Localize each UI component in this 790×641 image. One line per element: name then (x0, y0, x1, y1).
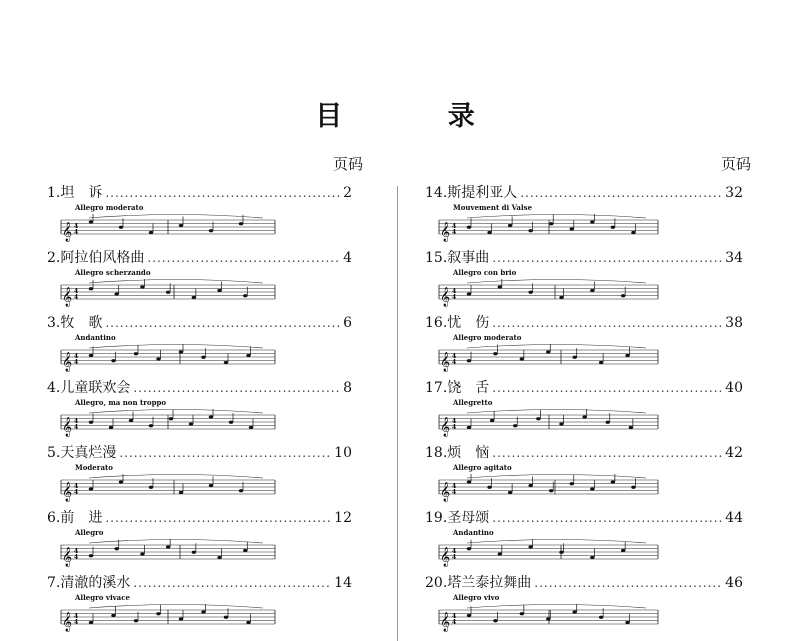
entry-title: 前 进 (60, 510, 103, 526)
svg-text:4: 4 (74, 554, 79, 561)
dot-leader (492, 508, 722, 528)
entry-number: 19. (425, 510, 448, 526)
svg-text:4: 4 (74, 613, 79, 620)
toc-entry-line (47, 508, 352, 528)
dot-leader (147, 248, 340, 268)
dot-leader (105, 183, 340, 203)
entry-page-number: 6 (343, 315, 352, 331)
entry-title: 圣母颂 (447, 510, 490, 526)
music-incipit (47, 474, 277, 502)
entry-number: 18. (425, 445, 448, 461)
toc-entry (425, 508, 743, 573)
tempo-marking: Allegretto (453, 398, 493, 407)
entry-title: 坦 诉 (60, 185, 103, 201)
svg-text:𝄞: 𝄞 (440, 547, 451, 567)
music-staff-image (425, 539, 660, 567)
svg-text:4: 4 (452, 554, 457, 561)
dot-leader (105, 508, 331, 528)
svg-text:4: 4 (452, 229, 457, 236)
svg-text:4: 4 (74, 294, 79, 301)
toc-entry (47, 573, 352, 638)
dot-leader (133, 573, 331, 593)
svg-text:𝄞: 𝄞 (440, 222, 451, 242)
svg-text:4: 4 (452, 424, 457, 431)
music-staff-image (47, 474, 277, 502)
toc-entry-line (425, 313, 743, 333)
dot-leader (492, 443, 722, 463)
music-incipit (47, 279, 277, 307)
toc-entry-line (425, 573, 743, 593)
svg-text:4: 4 (74, 619, 79, 626)
dot-leader (492, 313, 722, 333)
svg-text:4: 4 (452, 359, 457, 366)
music-incipit (425, 539, 660, 567)
entry-page-number: 40 (725, 380, 743, 396)
toc-entry (47, 508, 352, 573)
toc-entry (425, 183, 743, 248)
music-staff-image (425, 409, 660, 437)
music-incipit (425, 214, 660, 242)
svg-text:4: 4 (452, 353, 457, 360)
tempo-marking: Moderato (75, 463, 113, 472)
svg-text:4: 4 (452, 489, 457, 496)
music-staff-image (47, 539, 277, 567)
entry-number: 20. (425, 575, 448, 591)
toc-entry-line (425, 508, 743, 528)
music-staff-image (425, 474, 660, 502)
music-staff-image (47, 409, 277, 437)
svg-text:𝄞: 𝄞 (62, 222, 73, 242)
entry-title: 忧 伤 (447, 315, 490, 331)
entry-page-number: 42 (725, 445, 743, 461)
entry-page-number: 46 (725, 575, 743, 591)
svg-text:𝄞: 𝄞 (62, 287, 73, 307)
svg-text:𝄞: 𝄞 (62, 417, 73, 437)
right-column (425, 183, 743, 638)
tempo-marking: Allegro agitato (453, 463, 512, 472)
entry-number: 15. (425, 250, 448, 266)
entry-number: 5. (47, 445, 61, 461)
svg-text:4: 4 (452, 294, 457, 301)
toc-entry-line (425, 378, 743, 398)
entry-page-number: 2 (343, 185, 352, 201)
dot-leader (119, 443, 331, 463)
entry-title: 儿童联欢会 (60, 380, 131, 396)
entry-title: 清澈的溪水 (60, 575, 131, 591)
tempo-marking: Andantino (453, 528, 494, 537)
tempo-marking: Mouvement di Valse (453, 203, 533, 212)
entry-title: 叙事曲 (447, 250, 490, 266)
tempo-marking: Allegro vivace (75, 593, 130, 602)
entry-page-number: 12 (334, 510, 352, 526)
dot-leader (105, 313, 340, 333)
entry-number: 7. (47, 575, 61, 591)
svg-text:4: 4 (74, 489, 79, 496)
left-column-header: 页码 (333, 155, 364, 173)
svg-text:4: 4 (74, 359, 79, 366)
music-staff-image (47, 214, 277, 242)
tempo-marking: Allegro scherzando (75, 268, 151, 277)
entry-number: 2. (47, 250, 61, 266)
toc-entry (47, 183, 352, 248)
toc-entry-line (47, 183, 352, 203)
column-divider (397, 186, 398, 641)
toc-entry (425, 313, 743, 378)
svg-text:4: 4 (74, 483, 79, 490)
svg-text:𝄞: 𝄞 (440, 482, 451, 502)
svg-text:4: 4 (452, 548, 457, 555)
toc-entry (425, 248, 743, 313)
entry-page-number: 8 (343, 380, 352, 396)
svg-text:4: 4 (74, 288, 79, 295)
toc-entry-line (425, 183, 743, 203)
entry-number: 14. (425, 185, 448, 201)
entry-number: 16. (425, 315, 448, 331)
tempo-marking: Allegro moderato (75, 203, 144, 212)
dot-leader (133, 378, 340, 398)
entry-title: 饶 舌 (447, 380, 490, 396)
tempo-marking: Andantino (75, 333, 116, 342)
toc-entry (47, 313, 352, 378)
tempo-marking: Allegro, ma non troppo (75, 398, 167, 407)
music-incipit (47, 604, 277, 632)
svg-text:4: 4 (452, 483, 457, 490)
dot-leader (534, 573, 722, 593)
music-incipit (47, 539, 277, 567)
music-staff-image (47, 604, 277, 632)
page-title: 目 录 (315, 101, 523, 132)
svg-text:4: 4 (452, 613, 457, 620)
music-staff-image (47, 279, 277, 307)
svg-text:𝄞: 𝄞 (62, 352, 73, 372)
svg-text:𝄞: 𝄞 (62, 482, 73, 502)
entry-number: 17. (425, 380, 448, 396)
svg-text:4: 4 (452, 223, 457, 230)
entry-title: 烦 恼 (447, 445, 490, 461)
dot-leader (492, 248, 722, 268)
svg-text:4: 4 (74, 223, 79, 230)
music-incipit (47, 409, 277, 437)
svg-text:𝄞: 𝄞 (440, 612, 451, 632)
entry-page-number: 4 (343, 250, 352, 266)
svg-text:4: 4 (452, 288, 457, 295)
toc-entry (425, 443, 743, 508)
entry-title: 斯提利亚人 (447, 185, 518, 201)
entry-title: 塔兰泰拉舞曲 (447, 575, 532, 591)
toc-entry (47, 443, 352, 508)
svg-text:𝄞: 𝄞 (440, 417, 451, 437)
svg-text:4: 4 (74, 229, 79, 236)
entry-page-number: 14 (334, 575, 352, 591)
music-incipit (425, 344, 660, 372)
toc-entry (47, 378, 352, 443)
music-staff-image (425, 279, 660, 307)
tempo-marking: Allegro moderato (453, 333, 522, 342)
toc-entry (425, 378, 743, 443)
music-incipit (425, 604, 660, 632)
entry-page-number: 34 (725, 250, 743, 266)
svg-text:𝄞: 𝄞 (62, 612, 73, 632)
music-staff-image (425, 214, 660, 242)
entry-number: 4. (47, 380, 61, 396)
entry-title: 天真烂漫 (60, 445, 117, 461)
entry-title: 阿拉伯风格曲 (60, 250, 145, 266)
entry-page-number: 38 (725, 315, 743, 331)
svg-text:𝄞: 𝄞 (62, 547, 73, 567)
dot-leader (520, 183, 722, 203)
svg-text:4: 4 (452, 619, 457, 626)
entry-page-number: 44 (725, 510, 743, 526)
music-incipit (425, 474, 660, 502)
music-staff-image (425, 344, 660, 372)
entry-title: 牧 歌 (60, 315, 103, 331)
dot-leader (492, 378, 722, 398)
svg-text:4: 4 (74, 424, 79, 431)
right-column-header: 页码 (721, 155, 752, 173)
toc-entry (47, 248, 352, 313)
entry-number: 1. (47, 185, 61, 201)
entry-number: 3. (47, 315, 61, 331)
music-incipit (425, 409, 660, 437)
svg-text:𝄞: 𝄞 (440, 352, 451, 372)
music-incipit (425, 279, 660, 307)
toc-entry-line (425, 443, 743, 463)
music-staff-image (47, 344, 277, 372)
toc-entry-line (47, 313, 352, 333)
toc-entry (425, 573, 743, 638)
toc-entry-line (47, 443, 352, 463)
toc-entry-line (47, 248, 352, 268)
toc-entry-line (47, 573, 352, 593)
music-incipit (47, 344, 277, 372)
svg-text:4: 4 (452, 418, 457, 425)
entry-number: 6. (47, 510, 61, 526)
svg-text:4: 4 (74, 353, 79, 360)
music-staff-image (425, 604, 660, 632)
svg-text:𝄞: 𝄞 (440, 287, 451, 307)
svg-text:4: 4 (74, 418, 79, 425)
tempo-marking: Allegro (75, 528, 104, 537)
toc-entry-line (425, 248, 743, 268)
svg-text:4: 4 (74, 548, 79, 555)
tempo-marking: Allegro con brio (453, 268, 517, 277)
toc-entry-line (47, 378, 352, 398)
tempo-marking: Allegro vivo (453, 593, 500, 602)
entry-page-number: 10 (334, 445, 352, 461)
music-incipit (47, 214, 277, 242)
entry-page-number: 32 (725, 185, 743, 201)
left-column (47, 183, 352, 638)
